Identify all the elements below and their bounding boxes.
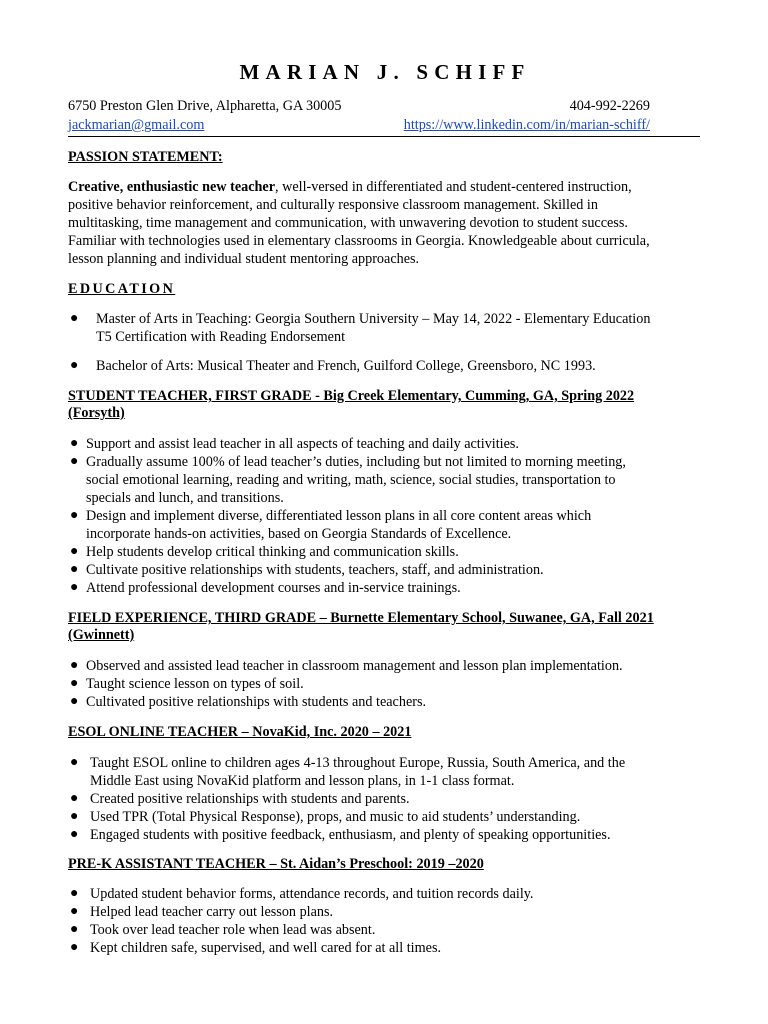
passion-statement bbox=[68, 178, 698, 268]
candidate-name: MARIAN J. SCHIFF bbox=[239, 60, 531, 84]
list-item: ● Created positive relationships with students and parents. bbox=[70, 791, 410, 807]
bullet-icon: ● bbox=[70, 809, 79, 824]
bullet-icon: ● bbox=[70, 508, 79, 523]
bullet-icon: ● bbox=[70, 755, 79, 770]
list-item: ● Design and implement diverse, differentiated lesson plans in all core content areas which incorporate hands-on activities, based on Georgia Standards of Excellence. bbox=[70, 508, 592, 542]
passion-line: positive behavior reinforcement, and culturally responsive classroom management. Skilled in bbox=[68, 197, 598, 213]
bullet-icon: ● bbox=[70, 436, 79, 451]
bullet-icon: ● bbox=[70, 922, 79, 937]
bullet-icon: ● bbox=[70, 827, 79, 842]
header-divider bbox=[68, 136, 700, 137]
bullet-icon: ● bbox=[70, 940, 79, 955]
linkedin-link[interactable]: https://www.linkedin.com/in/marian-schiff/ bbox=[403, 117, 650, 133]
list-item: ● Updated student behavior forms, attendance records, and tuition records daily. bbox=[70, 886, 534, 902]
list-item: ● Attend professional development courses and in-service trainings. bbox=[70, 580, 461, 596]
student-teacher-list bbox=[68, 435, 700, 597]
bullet-icon: ● bbox=[70, 886, 79, 901]
education-heading: EDUCATION bbox=[68, 281, 176, 297]
list-item: ● Cultivated positive relationships with students and teachers. bbox=[70, 694, 427, 710]
education-list bbox=[68, 310, 700, 346]
list-item: ● Kept children safe, supervised, and well cared for at all times. bbox=[70, 940, 442, 956]
list-item: ● Observed and assisted lead teacher in classroom management and lesson plan implementation. bbox=[70, 658, 623, 674]
bullet-icon: ● bbox=[70, 694, 79, 709]
field-experience-list bbox=[68, 657, 700, 711]
contact-row-links bbox=[68, 117, 650, 135]
list-item: ● Taught ESOL online to children ages 4-13 throughout Europe, Russia, South America, and the Middle East using NovaKid platform and lesson plans, in 1-1 class format. bbox=[70, 755, 626, 789]
bullet-icon: ● bbox=[70, 676, 79, 691]
prek-list bbox=[68, 885, 700, 957]
passion-line: lesson planning and individual student mentoring approaches. bbox=[68, 251, 420, 267]
list-item: ● Took over lead teacher role when lead was absent. bbox=[70, 922, 376, 938]
email-link[interactable]: jackmarian@gmail.com bbox=[68, 117, 205, 133]
contact-row-address bbox=[68, 98, 650, 116]
phone: 404-992-2269 bbox=[569, 98, 650, 114]
passion-line: Familiar with technologies used in elementary classrooms in Georgia. Knowledgeable about curricula, bbox=[68, 233, 650, 249]
list-item: ● Cultivate positive relationships with students, teachers, staff, and administration. bbox=[70, 562, 544, 578]
passion-line: Creative, enthusiastic new teacher, well-versed in differentiated and student-centered instruction, bbox=[68, 179, 632, 195]
esol-heading: ESOL ONLINE TEACHER – NovaKid, Inc. 2020 – 2021 bbox=[68, 724, 412, 740]
student-teacher-heading: STUDENT TEACHER, FIRST GRADE - Big Creek Elementary, Cumming, GA, Spring 2022 (Forsyth) bbox=[68, 388, 635, 421]
list-item: ● Engaged students with positive feedback, enthusiasm, and plenty of speaking opportunities. bbox=[70, 827, 611, 843]
list-item: ● Bachelor of Arts: Musical Theater and French, Guilford College, Greensboro, NC 1993. bbox=[70, 358, 596, 374]
esol-list bbox=[68, 754, 700, 844]
prek-heading: PRE-K ASSISTANT TEACHER – St. Aidan’s Preschool: 2019 –2020 bbox=[68, 856, 484, 872]
bullet-icon: ● bbox=[70, 544, 79, 559]
field-experience-heading: FIELD EXPERIENCE, THIRD GRADE – Burnette Elementary School, Suwanee, GA, Fall 2021 (Gwinnett) bbox=[68, 610, 654, 643]
bullet-icon: ● bbox=[70, 358, 79, 373]
bullet-icon: ● bbox=[70, 580, 79, 595]
address: 6750 Preston Glen Drive, Alpharetta, GA 30005 bbox=[68, 98, 342, 114]
education-list-2 bbox=[68, 357, 700, 375]
list-item: ● Master of Arts in Teaching: Georgia Southern University – May 14, 2022 - Elementary Education T5 Certification with Reading Endorsement bbox=[70, 311, 651, 345]
list-item: ● Taught science lesson on types of soil. bbox=[70, 676, 304, 692]
bullet-icon: ● bbox=[70, 658, 79, 673]
bullet-icon: ● bbox=[70, 904, 79, 919]
passion-heading: PASSION STATEMENT: bbox=[68, 149, 223, 165]
list-item: ● Helped lead teacher carry out lesson plans. bbox=[70, 904, 334, 920]
bullet-icon: ● bbox=[70, 791, 79, 806]
list-item: ● Support and assist lead teacher in all aspects of teaching and daily activities. bbox=[70, 436, 519, 452]
passion-line: multitasking, time management and communication, with unwavering devotion to student success. bbox=[68, 215, 628, 231]
list-item: ● Help students develop critical thinking and communication skills. bbox=[70, 544, 459, 560]
list-item: ● Used TPR (Total Physical Response), props, and music to aid students’ understanding. bbox=[70, 809, 581, 825]
bullet-icon: ● bbox=[70, 562, 79, 577]
bullet-icon: ● bbox=[70, 311, 79, 326]
passion-lead: Creative, enthusiastic new teacher bbox=[68, 179, 275, 195]
list-item: ● Gradually assume 100% of lead teacher’s duties, including but not limited to morning meeting, social emotional learning, reading and writing, math, science, social studies, transportation to specials and lunch, and transitions. bbox=[70, 454, 626, 506]
bullet-icon: ● bbox=[70, 454, 79, 469]
